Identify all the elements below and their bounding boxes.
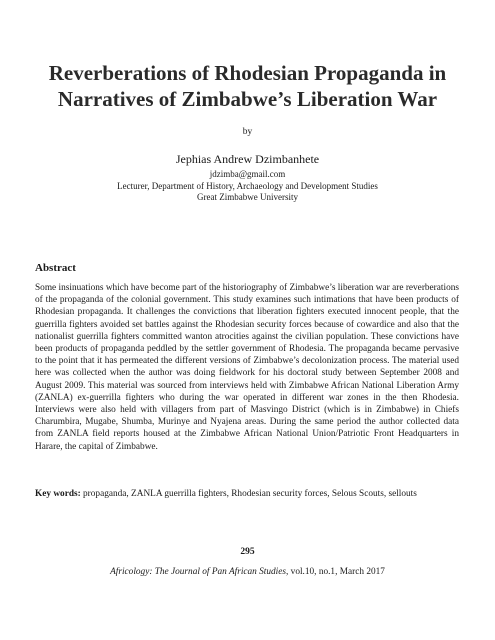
author-institution: Great Zimbabwe University — [197, 192, 298, 202]
author-name: Jephias Andrew Dzimbanhete — [175, 152, 320, 166]
author-email: jdzimba@gmail.com — [209, 169, 286, 179]
journal-name: Africology: The Journal of Pan African Studies — [110, 567, 287, 577]
keywords — [35, 488, 459, 500]
author-affiliation — [0, 169, 495, 204]
abstract-heading: Abstract — [35, 262, 76, 274]
abstract-body: Some insinuations which have become part of the historiography of Zimbabwe’s liberation war are reverberations of the propaganda of the colonial government. This study examines such intimations that have been products of Rhodesian propaganda. It challenges the convictions that liberation fighters executed innocent people, that the guerrilla fighters avoided set battles against the Rhodesian security forces because of cowardice and also that the nationalist guerrilla fighters committed wanton atrocities against the civilian population. These convictions have been products of propaganda peddled by the settler government of Rhodesia. The propaganda became pervasive to the point that it has permeated the different versions of Zimbabwe’s decolonization process. The material used here was collected when the author was doing fieldwork for his doctoral study between September 2008 and August 2009. This material was sourced from interviews held with Zimbabwe African National Liberation Army (ZANLA) ex-guerrilla fighters who during the war operated in different war zones in the then Rhodesia. Interviews were also held with villagers from part of Masvingo District (which is in Zimbabwe) in Chiefs Charumbira, Mugabe, Shumba, Murinye and Nyajena areas. During the same period the author collected data from ZANLA field reports housed at the Zimbabwe African National Union/Patriotic Front Headquarters in Harare, the capital of Zimbabwe. — [35, 283, 459, 452]
title-line-1: Reverberations of Rhodesian Propaganda in — [48, 61, 447, 85]
page-number: 295 — [240, 547, 255, 557]
paper-title — [40, 60, 455, 112]
title-line-2: Narratives of Zimbabwe’s Liberation War — [57, 87, 438, 111]
journal-footer — [0, 567, 495, 577]
journal-issue: , vol.10, no.1, March 2017 — [286, 567, 385, 577]
keywords-label: Key words: — [35, 489, 84, 499]
keywords-text: propaganda, ZANLA guerrilla fighters, Rhodesian security forces, Selous Scouts, sellouts — [83, 489, 417, 499]
author-position: Lecturer, Department of History, Archaeology and Development Studies — [117, 180, 378, 191]
byline: by — [242, 127, 253, 137]
